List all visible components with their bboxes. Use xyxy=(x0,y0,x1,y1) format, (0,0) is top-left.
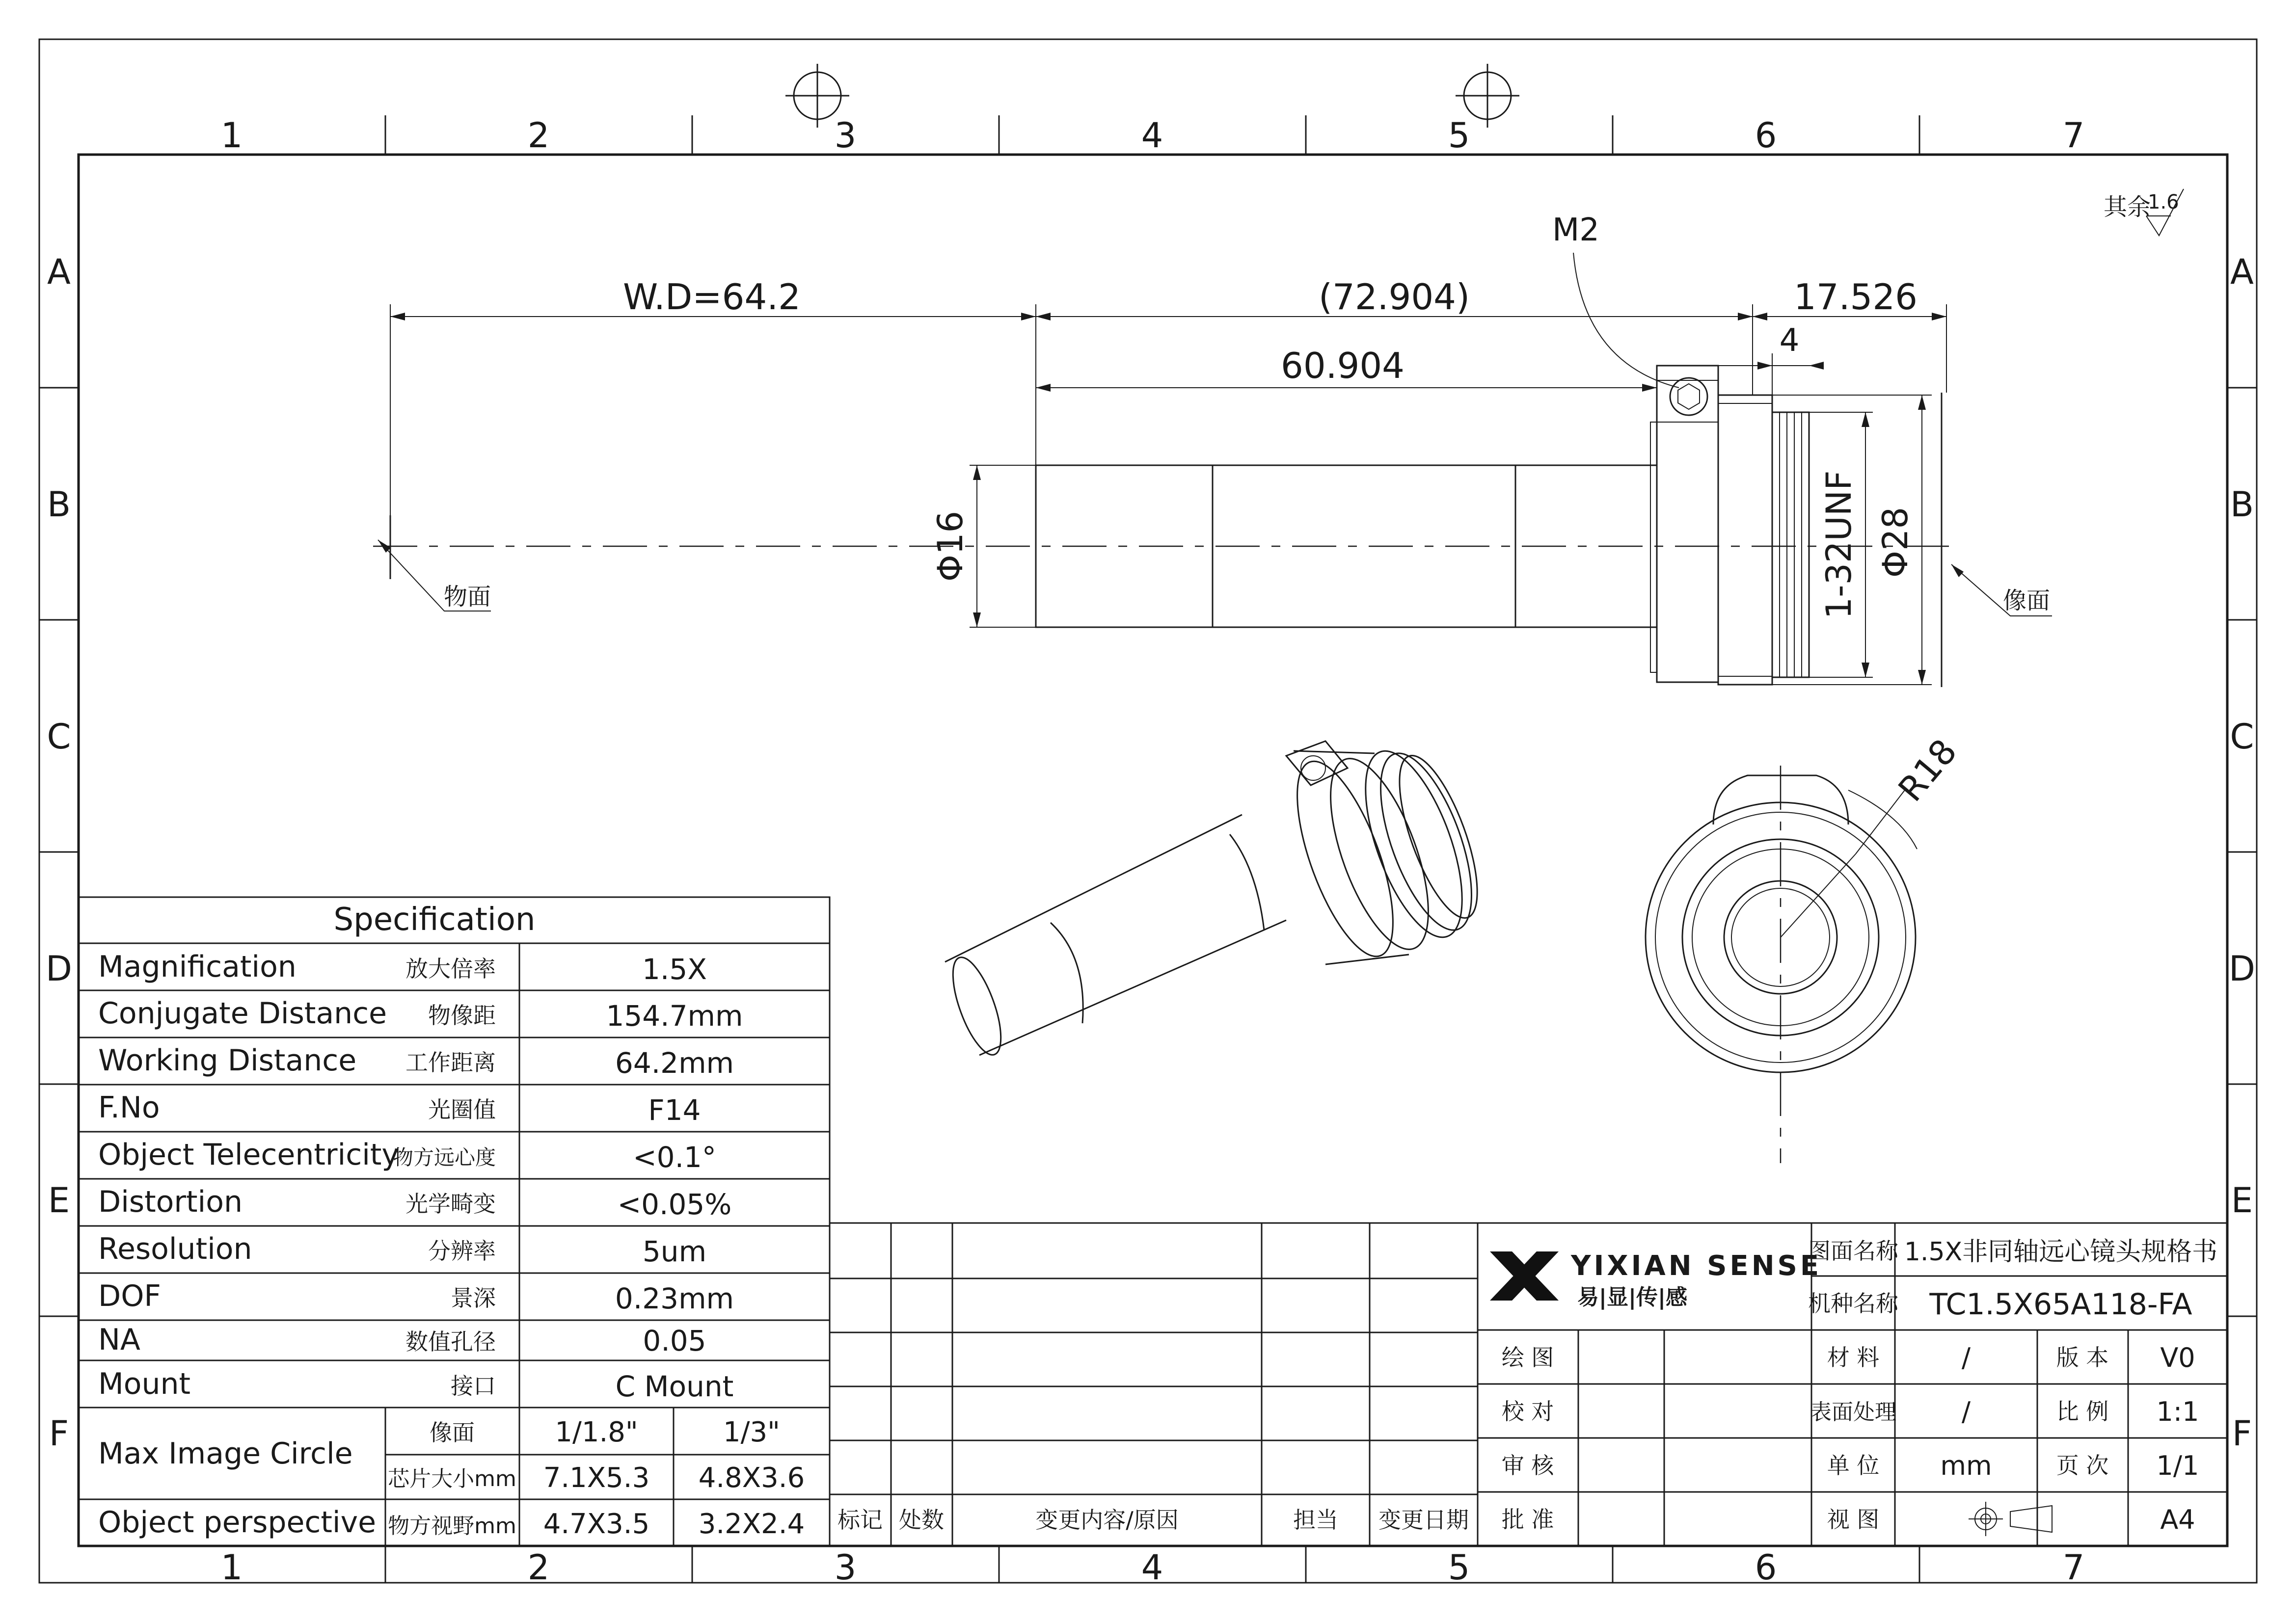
col-label-bottom: 3 xyxy=(834,1547,857,1588)
scale-value: 1:1 xyxy=(2156,1396,2199,1427)
spec-param-en: Object Telecentricity xyxy=(98,1138,399,1172)
spec-param-cn: 数值孔径 xyxy=(405,1329,496,1355)
spec-param-cn: 景深 xyxy=(451,1285,496,1311)
spec-mic-value-2: 1/3" xyxy=(723,1416,780,1448)
surface-value: / xyxy=(1961,1396,1971,1427)
dim-thread-spec: 1-32UNF xyxy=(1819,470,1859,619)
clamp-ring xyxy=(1657,366,1718,682)
rev-header-mark: 标记 xyxy=(837,1507,883,1533)
drawing-frame xyxy=(39,39,2257,1583)
material-label: 材 料 xyxy=(1827,1344,1880,1371)
version-label: 版 本 xyxy=(2056,1344,2109,1371)
row-label-left: E xyxy=(48,1180,70,1221)
spec-param-cn: 物像距 xyxy=(428,1002,496,1029)
spec-param-en: Distortion xyxy=(98,1185,243,1219)
page-label: 页 次 xyxy=(2056,1452,2109,1479)
col-label-top: 1 xyxy=(220,115,243,156)
dim-body-length: 60.904 xyxy=(1281,345,1405,386)
spec-param-cn: 工作距离 xyxy=(405,1049,496,1076)
spec-value: 0.05 xyxy=(643,1324,706,1357)
first-angle-projection-icon xyxy=(1969,1502,2052,1536)
model-number: TC1.5X65A118-FA xyxy=(1929,1287,2192,1322)
surface-label: 表面处理 xyxy=(1810,1400,1896,1425)
thread-section xyxy=(1772,412,1809,677)
spec-row-magnification xyxy=(98,950,707,986)
col-label-bottom: 1 xyxy=(220,1547,243,1588)
sign-label-approved: 批 准 xyxy=(1501,1506,1554,1533)
lens-isometric-view xyxy=(943,739,1493,1060)
row-label-right: C xyxy=(2230,717,2254,757)
spec-row-resolution xyxy=(98,1232,706,1268)
spec-mic-cn: 像面 xyxy=(430,1419,475,1446)
col-label-top: 2 xyxy=(527,115,550,156)
spec-row-working-distance xyxy=(98,1043,734,1080)
spec-param-en: Object perspective xyxy=(98,1505,377,1540)
row-label-left: A xyxy=(47,252,71,292)
spec-param-cn: 物方视野mm xyxy=(388,1514,516,1539)
view-label: 视 图 xyxy=(1827,1506,1880,1533)
dim-m2-screw: M2 xyxy=(1552,212,1599,248)
spec-row-fno xyxy=(98,1090,701,1127)
spec-param-cn: 光学畸变 xyxy=(405,1191,496,1217)
rev-header-owner: 担当 xyxy=(1293,1507,1338,1533)
paper-size: A4 xyxy=(2160,1504,2195,1535)
dim-radius-r18: R18 xyxy=(1890,731,1965,809)
spec-mic-value-1: 7.1X5.3 xyxy=(543,1462,650,1494)
rev-header-content: 变更内容/原因 xyxy=(1035,1507,1179,1533)
spec-mic-row-chip xyxy=(388,1462,805,1494)
material-value: / xyxy=(1961,1342,1971,1373)
dim-working-distance: W.D=64.2 xyxy=(623,276,801,318)
spec-op-value-2: 3.2X2.4 xyxy=(698,1508,805,1540)
drawing-name: 1.5X非同轴远心镜头规格书 xyxy=(1904,1237,2218,1267)
col-label-top: 4 xyxy=(1141,115,1163,156)
col-label-top: 5 xyxy=(1448,115,1470,156)
row-label-left: B xyxy=(47,484,71,525)
scale-label: 比 例 xyxy=(2056,1398,2109,1425)
drawing-name-label: 图面名称 xyxy=(1808,1238,1898,1264)
col-label-bottom: 4 xyxy=(1141,1547,1163,1588)
row-label-left: F xyxy=(49,1413,69,1454)
spec-value: F14 xyxy=(648,1093,701,1127)
sign-label-checked: 校 对 xyxy=(1501,1398,1554,1425)
brand-name-cn: 易|显|传|感 xyxy=(1577,1285,1688,1310)
col-label-top: 3 xyxy=(834,115,857,156)
row-label-left: D xyxy=(46,949,72,989)
label-object-plane: 物面 xyxy=(443,583,491,611)
spec-row-dof xyxy=(98,1279,734,1315)
spec-mic-value-2: 4.8X3.6 xyxy=(698,1462,805,1494)
title-block xyxy=(830,1223,2227,1546)
lens-front-view xyxy=(1646,731,1965,1163)
spec-table xyxy=(79,897,830,1546)
unit-value: mm xyxy=(1940,1450,1992,1481)
spec-row-na xyxy=(98,1323,706,1357)
spec-param-en: NA xyxy=(98,1323,140,1357)
col-label-top: 6 xyxy=(1755,115,1777,156)
spec-title: Specification xyxy=(333,902,536,938)
spec-value: 154.7mm xyxy=(606,999,743,1033)
spec-value: <0.05% xyxy=(617,1188,732,1221)
spec-op-value-1: 4.7X3.5 xyxy=(543,1508,650,1540)
page-value: 1/1 xyxy=(2156,1450,2199,1481)
spec-param-cn: 接口 xyxy=(451,1373,496,1399)
row-label-right: F xyxy=(2232,1413,2252,1454)
spec-row-conjugate-distance xyxy=(98,996,743,1033)
row-label-right: E xyxy=(2231,1180,2253,1221)
label-image-plane: 像面 xyxy=(2002,587,2051,614)
rev-header-date: 变更日期 xyxy=(1378,1507,1469,1533)
spec-param-en: F.No xyxy=(98,1090,160,1125)
row-label-right: A xyxy=(2230,252,2254,292)
version-value: V0 xyxy=(2160,1342,2195,1373)
zone-labels xyxy=(46,115,2255,1588)
rev-header-count: 处数 xyxy=(899,1507,944,1533)
spec-param-en: Resolution xyxy=(98,1232,252,1266)
spec-param-cn: 分辨率 xyxy=(428,1238,496,1264)
spec-mic-row-sensor xyxy=(430,1416,780,1448)
row-label-left: C xyxy=(47,717,71,757)
spec-param-cn: 放大倍率 xyxy=(405,956,496,982)
unit-label: 单 位 xyxy=(1827,1452,1880,1479)
spec-param-en: DOF xyxy=(98,1279,161,1313)
spec-value: 64.2mm xyxy=(615,1046,734,1080)
spec-max-image-circle-label: Max Image Circle xyxy=(98,1436,353,1471)
spec-mic-value-1: 1/1.8" xyxy=(555,1416,638,1448)
sign-label-drawn: 绘 图 xyxy=(1501,1344,1554,1371)
row-label-right: B xyxy=(2230,484,2254,525)
spec-param-en: Magnification xyxy=(98,950,297,984)
c-mount-collar xyxy=(1718,395,1772,685)
col-label-bottom: 6 xyxy=(1755,1547,1777,1588)
yixian-x-logo-icon xyxy=(1490,1251,1559,1301)
row-label-right: D xyxy=(2229,949,2255,989)
dim-total-length: (72.904) xyxy=(1318,276,1470,318)
brand-logo xyxy=(1490,1250,1822,1310)
spec-row-mount xyxy=(98,1367,733,1403)
spec-row-distortion xyxy=(98,1185,731,1221)
dim-flange: 4 xyxy=(1779,322,1800,359)
dim-rear-length: 17.526 xyxy=(1794,276,1918,318)
lens-side-view xyxy=(373,212,2052,687)
spec-row-object-perspective xyxy=(98,1505,805,1540)
roughness-symbol xyxy=(2104,189,2184,236)
col-label-top: 7 xyxy=(2062,115,2085,156)
dim-dia28: Φ28 xyxy=(1875,506,1916,578)
spec-row-telecentricity xyxy=(98,1138,716,1174)
col-label-bottom: 5 xyxy=(1448,1547,1470,1588)
roughness-note: 其余 xyxy=(2104,193,2151,221)
col-label-bottom: 7 xyxy=(2062,1547,2085,1588)
spec-param-cn: 物方远心度 xyxy=(392,1145,496,1170)
spec-value: C Mount xyxy=(615,1370,734,1403)
spec-value: 0.23mm xyxy=(615,1282,734,1315)
spec-param-cn: 光圈值 xyxy=(428,1096,496,1123)
roughness-value: 1.6 xyxy=(2148,191,2179,213)
spec-param-en: Mount xyxy=(98,1367,191,1401)
spec-param-en: Working Distance xyxy=(98,1043,357,1078)
model-label: 机种名称 xyxy=(1808,1290,1898,1317)
spec-value: <0.1° xyxy=(633,1141,716,1174)
spec-value: 5um xyxy=(642,1235,707,1268)
spec-param-en: Conjugate Distance xyxy=(98,996,387,1031)
col-label-bottom: 2 xyxy=(527,1547,550,1588)
sign-label-reviewed: 审 核 xyxy=(1501,1452,1554,1479)
brand-name: YIXIAN SENSE xyxy=(1571,1250,1822,1282)
dim-dia16: Φ16 xyxy=(930,510,971,582)
spec-mic-cn: 芯片大小mm xyxy=(388,1466,516,1491)
spec-value: 1.5X xyxy=(642,953,707,986)
